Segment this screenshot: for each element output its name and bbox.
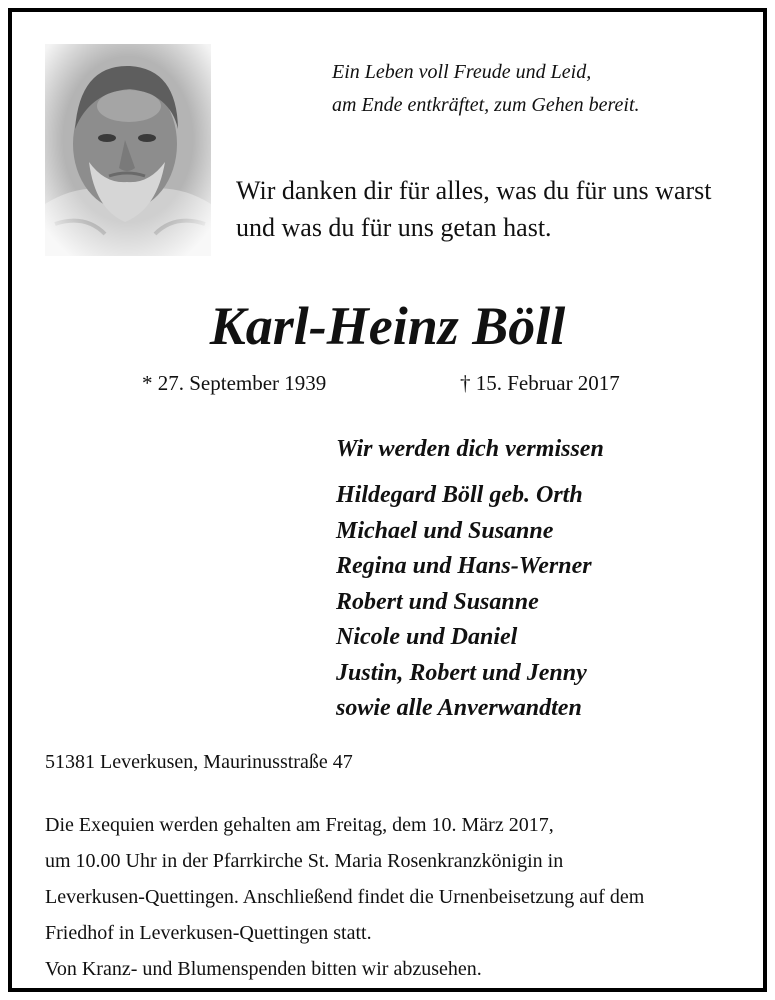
mourner-entry: Justin, Robert und Jenny bbox=[336, 659, 587, 686]
birth-date: * 27. September 1939 bbox=[142, 371, 327, 395]
funeral-notice bbox=[45, 807, 745, 987]
notice-line: um 10.00 Uhr in der Pfarrkirche St. Maria Rosenkranzkönigin in bbox=[45, 850, 564, 872]
mourner-entry: Regina und Hans-Werner bbox=[336, 553, 592, 579]
mourning-heading: Wir werden dich vermissen bbox=[336, 436, 604, 462]
mourner-entry: sowie alle Anverwandten bbox=[336, 695, 582, 721]
thanks-line: und was du für uns getan hast. bbox=[236, 213, 552, 242]
thanks-line: Wir danken dir für alles, was du für uns warst bbox=[236, 176, 712, 205]
notice-line: Die Exequien werden gehalten am Freitag, dem 10. März 2017, bbox=[45, 814, 554, 836]
poem-line: am Ende entkräftet, zum Gehen bereit. bbox=[332, 94, 640, 116]
mourners-list bbox=[336, 478, 592, 727]
mourner-entry: Robert und Susanne bbox=[336, 588, 539, 615]
mourner-entry: Hildegard Böll geb. Orth bbox=[336, 482, 583, 508]
family-address: 51381 Leverkusen, Maurinusstraße 47 bbox=[45, 751, 353, 773]
mourner-entry: Michael und Susanne bbox=[336, 517, 554, 544]
notice-line: Leverkusen-Quettingen. Anschließend findet die Urnenbeisetzung auf dem bbox=[45, 886, 645, 908]
poem bbox=[332, 56, 752, 122]
poem-line: Ein Leben voll Freude und Leid, bbox=[332, 61, 592, 83]
mourner-entry: Nicole und Daniel bbox=[336, 624, 518, 650]
thanks-text bbox=[236, 172, 756, 246]
notice-line: Von Kranz- und Blumenspenden bitten wir abzusehen. bbox=[45, 958, 482, 980]
deceased-name: Karl-Heinz Böll bbox=[209, 296, 566, 356]
obituary-frame bbox=[8, 8, 767, 992]
notice-line: Friedhof in Leverkusen-Quettingen statt. bbox=[45, 922, 372, 944]
death-date: † 15. Februar 2017 bbox=[460, 371, 620, 395]
portrait-photo bbox=[45, 44, 211, 256]
